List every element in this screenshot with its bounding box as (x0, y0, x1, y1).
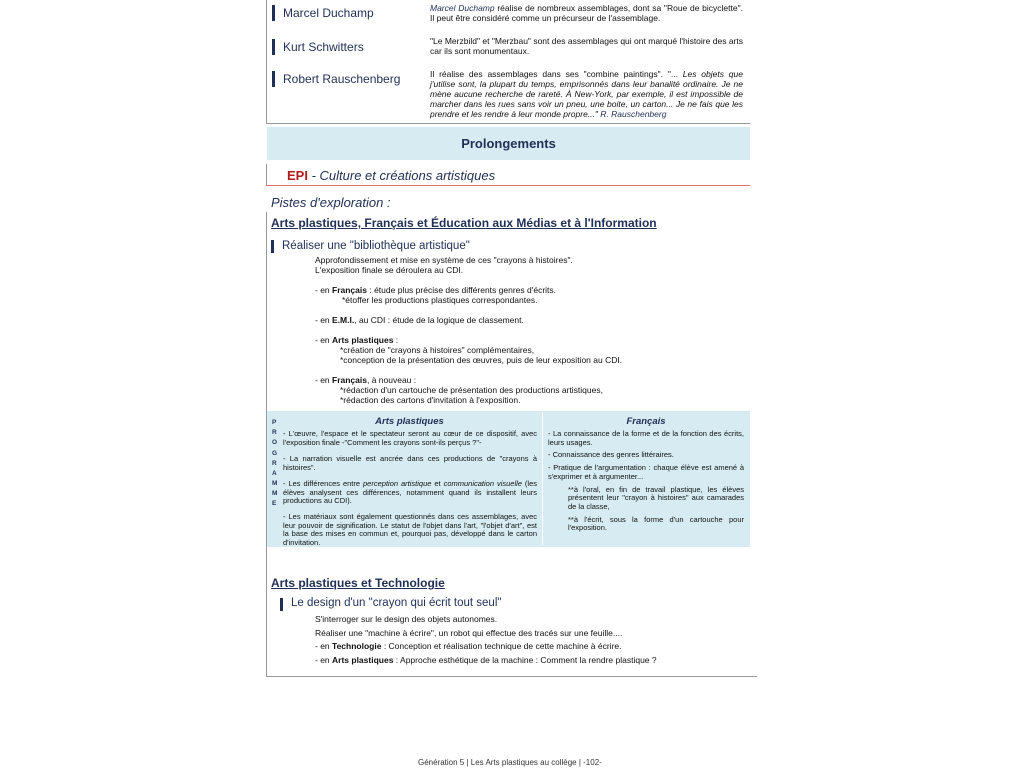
bullet-bar (272, 5, 275, 21)
artist-desc-text: réalise de nombreux assemblages, dont sa "Roue de bicyclette". Il peut être considéré comme un précurseur de l'assemblage. (430, 3, 743, 23)
artist-desc-schwitters: "Le Merzbild" et "Merzbau" sont des assemblages qui ont marqué l'histoire des arts car ils sont monumentaux. (430, 36, 743, 56)
epi-row (287, 168, 495, 183)
programme-item: - Les matériaux sont également questionnés dans ces assemblages, avec leur pouvoir de signification. Le statut de l'objet dans l'art, "l'objet d'art", est la base des mises en commun et, pourquoi pas, développé dans le carton d'invitation. (283, 511, 537, 548)
epi-underline (266, 185, 750, 186)
artist-desc-duchamp (430, 3, 743, 23)
left-border-top (266, 0, 267, 124)
block2-heading: Arts plastiques et Technologie (271, 576, 445, 590)
epi-left-rule (266, 164, 267, 186)
programme-right-head: Français (626, 416, 666, 427)
programme-left-head: Arts plastiques (375, 416, 444, 427)
artist-desc-lead: Marcel Duchamp (430, 3, 495, 13)
arts-line: - en Arts plastiques : Approche esthétique de la machine : Comment la rendre plastique ? (315, 654, 657, 665)
programme-letter: O (272, 439, 278, 446)
artist-name-duchamp: Marcel Duchamp (283, 6, 374, 20)
bullet-bar (280, 598, 283, 611)
programme-divider (542, 413, 543, 545)
artist-signature: R. Rauschenberg (597, 109, 667, 119)
block1-body (315, 255, 735, 405)
programme-item: - Les différences entre perception artistique et communication visuelle (les élèves analysent ces différences, notamment quand ils installent leurs productions au CDI). (283, 478, 537, 506)
artists-bottom-rule (266, 123, 750, 124)
programme-letter: R (272, 460, 277, 467)
arts-sub: *création de "crayons à histoires" complémentaires, (340, 345, 535, 355)
block2-line: S'interroger sur le design des objets autonomes. (315, 614, 498, 624)
programme-item: **à l'écrit, sous la forme d'un cartouche pour l'exposition. (568, 514, 744, 533)
programme-item: - L'œuvre, l'espace et le spectateur seront au cœur de ce dispositif, avec l'exposition finale -"Comment les crayons sont-ils perçus ?"- (283, 429, 537, 447)
technologie-line: - en Technologie : Conception et réalisation technique de cette machine à écrire. (315, 641, 622, 651)
bullet-bar (271, 240, 274, 253)
block1-heading: Arts plastiques, Français et Éducation aux Médias et à l'Information (271, 216, 657, 230)
programme-letter: M (272, 480, 278, 487)
programme-item: - La connaissance de la forme et de la fonction des écrits, leurs usages. (548, 429, 744, 447)
epi-subtitle: - Culture et créations artistiques (311, 168, 496, 183)
programme-letter: P (272, 419, 277, 426)
artist-name-rauschenberg: Robert Rauschenberg (283, 72, 401, 86)
block2-line: Réaliser une "machine à écrire", un robot qui effectue des tracés sur une feuille.... (315, 627, 623, 638)
programme-left-col (283, 430, 537, 548)
francais2-sub: *rédaction d'un cartouche de présentation des productions artistiques, (340, 385, 603, 395)
arts-line: - en Arts plastiques : (315, 335, 399, 345)
programme-letter: M (272, 490, 278, 497)
bullet-bar (272, 71, 275, 87)
programme-letter: G (272, 450, 278, 457)
programme-letter: R (272, 429, 277, 436)
francais2-sub: *rédaction des cartons d'invitation à l'exposition. (340, 395, 521, 405)
programme-item: - Connaissance des genres littéraires. (548, 450, 674, 460)
francais-line: - en Français : étude plus précise des différents genres d'écrits. (315, 285, 557, 295)
francais2-line: - en Français, à nouveau : (315, 375, 417, 385)
programme-item: - Pratique de l'argumentation : chaque élève est amené à s'exprimer et à argumenter... (548, 463, 744, 481)
intro-line: L'exposition finale se déroulera au CDI. (315, 265, 464, 275)
bullet-bar (272, 39, 275, 55)
programme-item: **à l'oral, en fin de travail plastique, les élèves présentent leur "crayon à histoires" aux camarades de la classe, (568, 484, 744, 511)
artist-desc-text: Il réalise des assemblages dans ses "combine paintings". "... (430, 69, 683, 79)
arts-sub: *conception de la présentation des œuvres, puis de leur exposition au CDI. (340, 355, 623, 365)
epi-label: EPI (287, 168, 308, 183)
emi-line: - en E.M.I., au CDI : étude de la logique de classement. (315, 315, 524, 325)
block2-project-title: Le design d'un "crayon qui écrit tout seul" (291, 597, 502, 609)
bottom-rule (266, 676, 757, 677)
block1-project-title: Réaliser une "bibliothèque artistique" (282, 240, 470, 252)
artist-desc-rauschenberg (430, 69, 743, 119)
francais-sub: *étoffer les productions plastiques correspondantes. (342, 295, 538, 305)
programme-letter: E (272, 500, 277, 507)
programme-letter: A (272, 470, 277, 477)
programme-right-col (548, 430, 744, 533)
programme-item: - La narration visuelle est ancrée dans ces productions de "crayons à histoires". (283, 454, 537, 473)
section-title: Prolongements (461, 136, 556, 151)
section-band (267, 127, 750, 160)
pistes-heading: Pistes d'exploration : (271, 195, 391, 210)
programme-box (267, 411, 750, 547)
artist-name-schwitters: Kurt Schwitters (283, 40, 364, 54)
page-footer: Génération 5 | Les Arts plastiques au collège | -102- (418, 758, 602, 767)
intro-line: Approfondissement et mise en système de ces "crayons à histoires". (315, 255, 573, 265)
block2-body (315, 613, 735, 667)
artist-quote: Les objets que j'utilise sont, la plupart du temps, emprisonnés dans leur banalité ordinaire. Je ne mène aucune recherche de rareté. À New-York, par exemple, il est impossible de marcher dans les rues sans voir un pneu, une boite, un carton... Je ne fais que les prendre et les rendre à leur monde propre..." (430, 69, 743, 119)
